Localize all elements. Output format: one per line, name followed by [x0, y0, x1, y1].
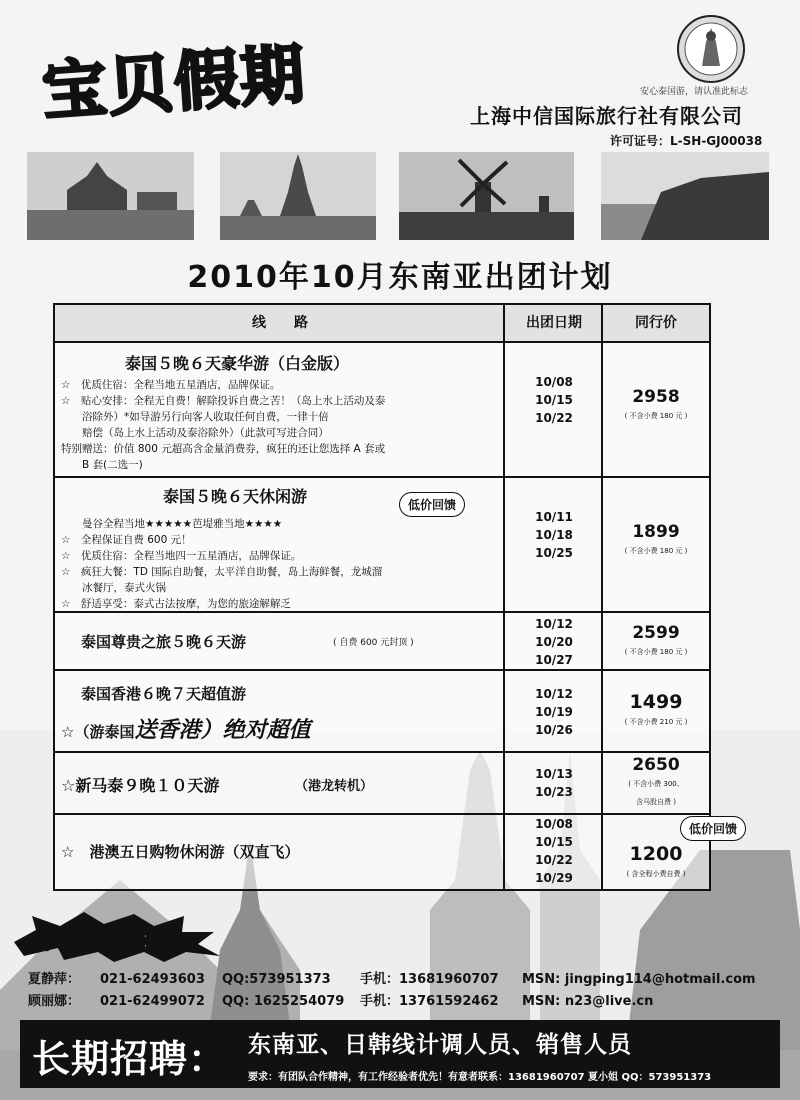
contact-name: 顾丽娜： — [28, 994, 81, 1009]
contact-phone: 021-62499072 — [100, 994, 205, 1009]
low-price-badge: 低价回馈 — [680, 816, 746, 841]
header-price: 同行价 — [635, 315, 677, 331]
date: 10/08 — [535, 817, 573, 831]
date: 10/23 — [535, 785, 573, 799]
date: 10/25 — [535, 546, 573, 560]
route-detail: 曼谷全程当地★★★★★芭堤雅当地★★★★ — [61, 518, 283, 530]
slogan-part: 绝对超值 — [222, 718, 311, 743]
price: 1899 — [632, 522, 680, 542]
table-row — [55, 671, 709, 753]
photo-coastal-cliffs — [601, 152, 769, 240]
price-note: 含马股自费 ) — [636, 798, 676, 806]
date: 10/12 — [535, 617, 573, 631]
route-detail: ☆ 优质住宿：全程当地四一五星酒店，品牌保证。 — [61, 550, 302, 562]
route-title: 泰国５晚６天豪华游（白金版） — [125, 354, 350, 373]
route-detail: 浴除外）*如导游另行向客人收取任何自费，一律十倍 — [61, 411, 329, 423]
departure-dates — [505, 373, 603, 427]
price-note: ( 不含小费 180 元 ) — [624, 412, 688, 420]
departure-dates — [505, 815, 603, 887]
departure-dates — [505, 615, 603, 669]
date: 10/15 — [535, 393, 573, 407]
date: 10/27 — [535, 653, 573, 667]
table-row — [55, 753, 709, 815]
route-detail: 冰餐厅，泰式火锅 — [61, 582, 166, 594]
date: 10/19 — [535, 705, 573, 719]
table-row — [55, 478, 709, 613]
recruit-positions: 东南亚、日韩线计调人员、销售人员 — [248, 1032, 632, 1058]
route-detail: 赔偿（岛上水上活动及泰浴除外）（此款可写进合同） — [61, 427, 329, 439]
date: 10/20 — [535, 635, 573, 649]
route-detail: ☆ 贴心安排：全程无自费！解除投诉自费之苦！（岛上水上活动及泰 — [61, 395, 386, 407]
photo-wat-arun-pagoda — [220, 152, 376, 240]
recruit-requirements: 要求：有团队合作精神，有工作经验者优先！有意者联系：13681960707 夏小姐 QQ：573951373 — [248, 1072, 712, 1083]
price: 2958 — [632, 387, 680, 407]
contact-qq: QQ: 1625254079 — [222, 994, 345, 1009]
route-detail: B 套(二选一) — [61, 459, 143, 471]
slogan-highlight: 送香港） — [134, 718, 223, 743]
price-note: ( 不含小费 210 元 ) — [624, 718, 688, 726]
contact-name: 夏静萍： — [28, 972, 81, 987]
contact-msn: MSN: jingping114@hotmail.com — [522, 972, 756, 987]
page-title: 2010年10月东南亚出团计划 — [187, 260, 613, 295]
price-note: ( 不含小费 180 元 ) — [624, 547, 688, 555]
price: 2599 — [632, 623, 680, 643]
route-title: 泰国香港６晚７天超值游 — [81, 685, 247, 703]
contact-phone: 021-62493603 — [100, 972, 205, 987]
recruitment-banner — [20, 1020, 780, 1088]
title-art: 宝贝假期 — [40, 37, 309, 131]
license-number: 许可证号：L-SH-GJ00038 — [610, 134, 763, 148]
contact-mobile: 手机：13761592462 — [360, 994, 499, 1009]
date: 10/29 — [535, 871, 573, 885]
departure-dates — [505, 508, 603, 562]
route-detail: ☆ 疯狂大餐：TD 国际自助餐，太平洋自助餐，岛上海鲜餐，龙城溜 — [61, 566, 383, 578]
route-title: 泰国５晚６天休闲游 — [163, 487, 308, 506]
header-date: 出团日期 — [526, 315, 582, 331]
route-detail: ☆ 优质住宿：全程当地五星酒店，品牌保证。 — [61, 379, 281, 391]
company-seal-logo — [676, 14, 746, 84]
date: 10/18 — [535, 528, 573, 542]
hotline-label: 同行热线： — [44, 926, 164, 954]
route-title: 泰国尊贵之旅５晚６天游 — [81, 633, 247, 651]
route-detail: ☆ 舒适享受：泰式古法按摩，为您的旅途解解乏 — [61, 598, 291, 610]
route-title: ☆ 港澳五日购物休闲游（双直飞） — [61, 843, 300, 861]
header-route: 线 路 — [252, 315, 308, 331]
table-row — [55, 815, 709, 889]
date: 10/12 — [535, 687, 573, 701]
table-row — [55, 343, 709, 478]
contact-msn: MSN: n23@live.cn — [522, 994, 654, 1009]
route-subnote: （港龙转机） — [295, 779, 374, 794]
departure-dates — [505, 765, 603, 801]
date: 10/15 — [535, 835, 573, 849]
contact-row — [28, 968, 756, 987]
route-subnote: ( 自费 600 元封顶 ) — [333, 638, 414, 648]
price-note: ( 含全程小费自费 ) — [626, 870, 686, 878]
contact-row — [28, 990, 653, 1009]
photo-thai-temple-waterfront — [27, 152, 194, 240]
route-title: ☆新马泰９晚１０天游 — [61, 776, 220, 795]
price: 1499 — [629, 691, 683, 713]
date: 10/22 — [535, 411, 573, 425]
route-detail: 特别赠送：价值 800 元超高含金量消费券，疯狂的还让您选择 A 套或 — [61, 443, 386, 455]
price-note: ( 不含小费 300、 — [628, 780, 684, 788]
contact-qq: QQ:573951373 — [222, 972, 331, 987]
date: 10/26 — [535, 723, 573, 737]
slogan-part: ☆（游泰国 — [61, 723, 135, 741]
date: 10/11 — [535, 510, 573, 524]
tour-plan-table — [53, 303, 711, 891]
date: 10/08 — [535, 375, 573, 389]
price: 1200 — [629, 843, 683, 865]
route-detail: ☆ 全程保证自费 600 元！ — [61, 534, 192, 546]
date: 10/13 — [535, 767, 573, 781]
logo-slogan: 安心泰国游，请认准此标志 — [640, 87, 749, 97]
company-name: 上海中信国际旅行社有限公司 — [470, 104, 743, 128]
recruit-title: 长期招聘： — [32, 1037, 228, 1081]
low-price-badge: 低价回馈 — [399, 492, 465, 517]
contact-mobile: 手机：13681960707 — [360, 972, 499, 987]
price: 2650 — [632, 755, 680, 775]
table-header — [55, 305, 709, 343]
table-row — [55, 613, 709, 671]
photo-windmill-garden — [399, 152, 574, 240]
price-note: ( 不含小费 180 元 ) — [624, 648, 688, 656]
departure-dates — [505, 685, 603, 739]
route-slogan — [61, 713, 310, 744]
date: 10/22 — [535, 853, 573, 867]
